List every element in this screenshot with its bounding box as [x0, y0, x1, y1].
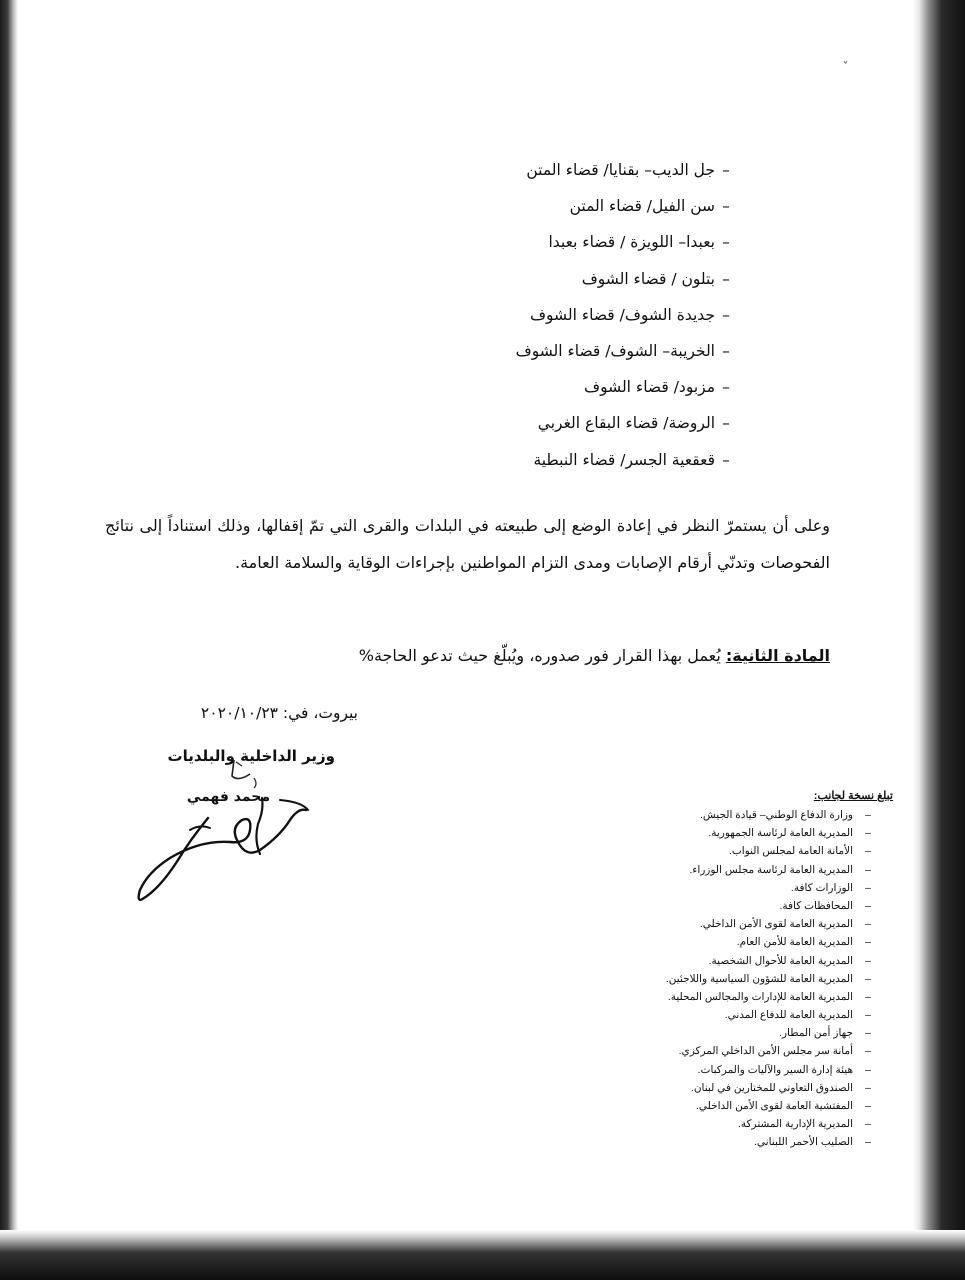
article-two [130, 642, 830, 670]
list-dash: – [865, 1100, 871, 1112]
copy-recipient-item [583, 1133, 883, 1151]
list-dash: – [865, 845, 871, 858]
list-dash: – [865, 863, 871, 876]
copy-recipient-item [583, 988, 883, 1006]
copy-recipient-item-text: الوزارات كافة. [790, 881, 853, 894]
copy-recipient-item [583, 1079, 883, 1097]
list-dash: – [722, 414, 730, 433]
list-dash: – [865, 1081, 871, 1094]
copy-recipient-item-text: المديرية العامة لرئاسة الجمهورية. [708, 827, 853, 840]
list-dash: – [722, 378, 730, 397]
copy-recipient-item-text: المفتشية العامة لقوى الأمن الداخلي. [696, 1100, 853, 1112]
list-dash: – [865, 1136, 871, 1149]
copy-recipient-item-text: الأمانة العامة لمجلس النواب. [728, 845, 853, 858]
list-dash: – [865, 881, 871, 894]
copy-recipient-item [583, 1097, 883, 1115]
list-dash: – [722, 305, 730, 324]
minister-title: وزير الداخلية والبلديات [167, 747, 335, 765]
copy-recipient-item-text: المديرية العامة للشؤون السياسية واللاجئين. [665, 972, 853, 985]
list-dash: – [865, 899, 871, 912]
location-item [317, 152, 737, 188]
list-dash: – [865, 972, 871, 985]
copy-recipient-item-text: المديرية العامة للدفاع المدني. [724, 1009, 853, 1022]
page-edge-left-shadow [0, 0, 18, 1280]
copy-recipient-item-text: المديرية العامة للإدارات والمجالس المحلية. [667, 990, 853, 1003]
location-item [317, 405, 737, 441]
list-dash: – [722, 450, 730, 469]
list-dash: – [865, 954, 871, 967]
list-dash: – [865, 1045, 871, 1058]
page-edge-right-shadow [913, 0, 965, 1280]
copy-recipient-item-text: المديرية الإدارية المشتركة. [738, 1118, 853, 1131]
list-dash: – [865, 1009, 871, 1022]
list-dash: – [865, 918, 871, 931]
copy-recipient-item [583, 952, 883, 970]
list-dash: – [865, 1027, 871, 1040]
list-dash: – [722, 269, 730, 288]
list-dash: – [722, 197, 730, 216]
list-dash: – [865, 936, 871, 949]
signature-icon [130, 780, 320, 910]
list-dash: – [865, 1063, 871, 1076]
location-item [317, 297, 737, 333]
page-edge-bottom-shadow [0, 1230, 965, 1280]
location-item [317, 369, 737, 405]
closing-paragraph: وعلى أن يستمرّ النظر في إعادة الوضع إلى طبيعته في البلدات والقرى التي تمّ إقفالها، وذلك استناداً إلى نتائج الفحوصات وتدنّي أرقام الإصابات ومدى التزام المواطنين بإجراءات الوقاية والسلامة العامة. [105, 516, 830, 572]
copy-recipient-item-text: أمانة سر مجلس الأمن الداخلي المركزي. [678, 1045, 853, 1058]
copy-recipients-heading: تبلغ نسخة لجانب: [813, 790, 893, 802]
location-item-text: جديدة الشوف/ قضاء الشوف [529, 305, 715, 324]
location-item-text: جل الديب– بقنايا/ قضاء المتن [526, 161, 715, 179]
copy-recipient-item [583, 806, 883, 824]
location-item-text: مزبود/ قضاء الشوف [584, 378, 715, 397]
location-item-text: بعبدا– اللويزة / قضاء بعبدا [548, 233, 715, 252]
copy-recipient-item-text: الصندوق التعاوني للمختارين في لبنان. [690, 1081, 853, 1094]
copy-recipient-item-text: المديرية العامة لرئاسة مجلس الوزراء. [689, 863, 853, 876]
location-item [317, 224, 737, 260]
copy-recipient-item [583, 897, 883, 915]
location-item-text: الخريبة– الشوف/ قضاء الشوف [515, 341, 715, 360]
copy-recipient-item [583, 842, 883, 860]
location-list [317, 152, 737, 478]
list-dash: – [722, 161, 730, 179]
article-two-heading: المادة الثانية: [725, 646, 830, 665]
copy-recipient-item [583, 1006, 883, 1024]
copy-recipient-item-text: المديرية العامة لقوى الأمن الداخلي. [699, 918, 853, 931]
copy-recipient-item [583, 1115, 883, 1133]
copy-recipient-item [583, 1042, 883, 1060]
copy-recipient-item-text: هيئة إدارة السير والآليات والمركبات. [697, 1063, 853, 1076]
location-item [317, 333, 737, 369]
list-dash: – [865, 990, 871, 1003]
list-dash: – [865, 1118, 871, 1131]
copy-recipient-item [583, 824, 883, 842]
copy-recipient-item [583, 1061, 883, 1079]
copy-recipient-item-text: المديرية العامة للأمن العام. [736, 936, 853, 949]
list-dash: – [722, 341, 730, 360]
location-item [317, 188, 737, 224]
location-item-text: الروضة/ قضاء البقاع الغربي [537, 414, 715, 433]
copy-recipient-item [583, 970, 883, 988]
date-line: بيروت، في: ٢٠٢٠/١٠/٢٣ [200, 704, 358, 722]
copy-recipient-item [583, 879, 883, 897]
copy-recipient-item [583, 1024, 883, 1042]
copy-recipient-item [583, 915, 883, 933]
copy-recipient-item [583, 933, 883, 951]
location-item-text: سن الفيل/ قضاء المتن [569, 197, 715, 216]
list-dash: – [865, 827, 871, 840]
location-item-text: بتلون / قضاء الشوف [581, 269, 715, 288]
list-dash: – [865, 809, 871, 821]
minister-name: محمد فهمي [186, 789, 270, 805]
copy-recipient-item-text: الصليب الأحمر اللبناني. [754, 1136, 853, 1149]
copy-recipient-item-text: المحافظات كافة. [779, 899, 853, 912]
location-item [317, 442, 737, 478]
location-item-text: قعقعية الجسر/ قضاء النبطية [533, 450, 715, 469]
copy-recipient-item [583, 861, 883, 879]
article-two-text: يُعمل بهذا القرار فور صدوره، ويُبلّغ حيث تدعو الحاجة% [358, 646, 726, 665]
copy-recipient-item-text: وزارة الدفاع الوطني– قيادة الجيش. [700, 809, 853, 821]
copy-recipient-item-text: المديرية العامة للأحوال الشخصية. [708, 954, 853, 967]
copy-recipients-list [583, 806, 883, 1152]
location-item [317, 261, 737, 297]
copy-recipient-item-text: جهاز أمن المطار. [779, 1027, 853, 1040]
list-dash: – [722, 233, 730, 252]
